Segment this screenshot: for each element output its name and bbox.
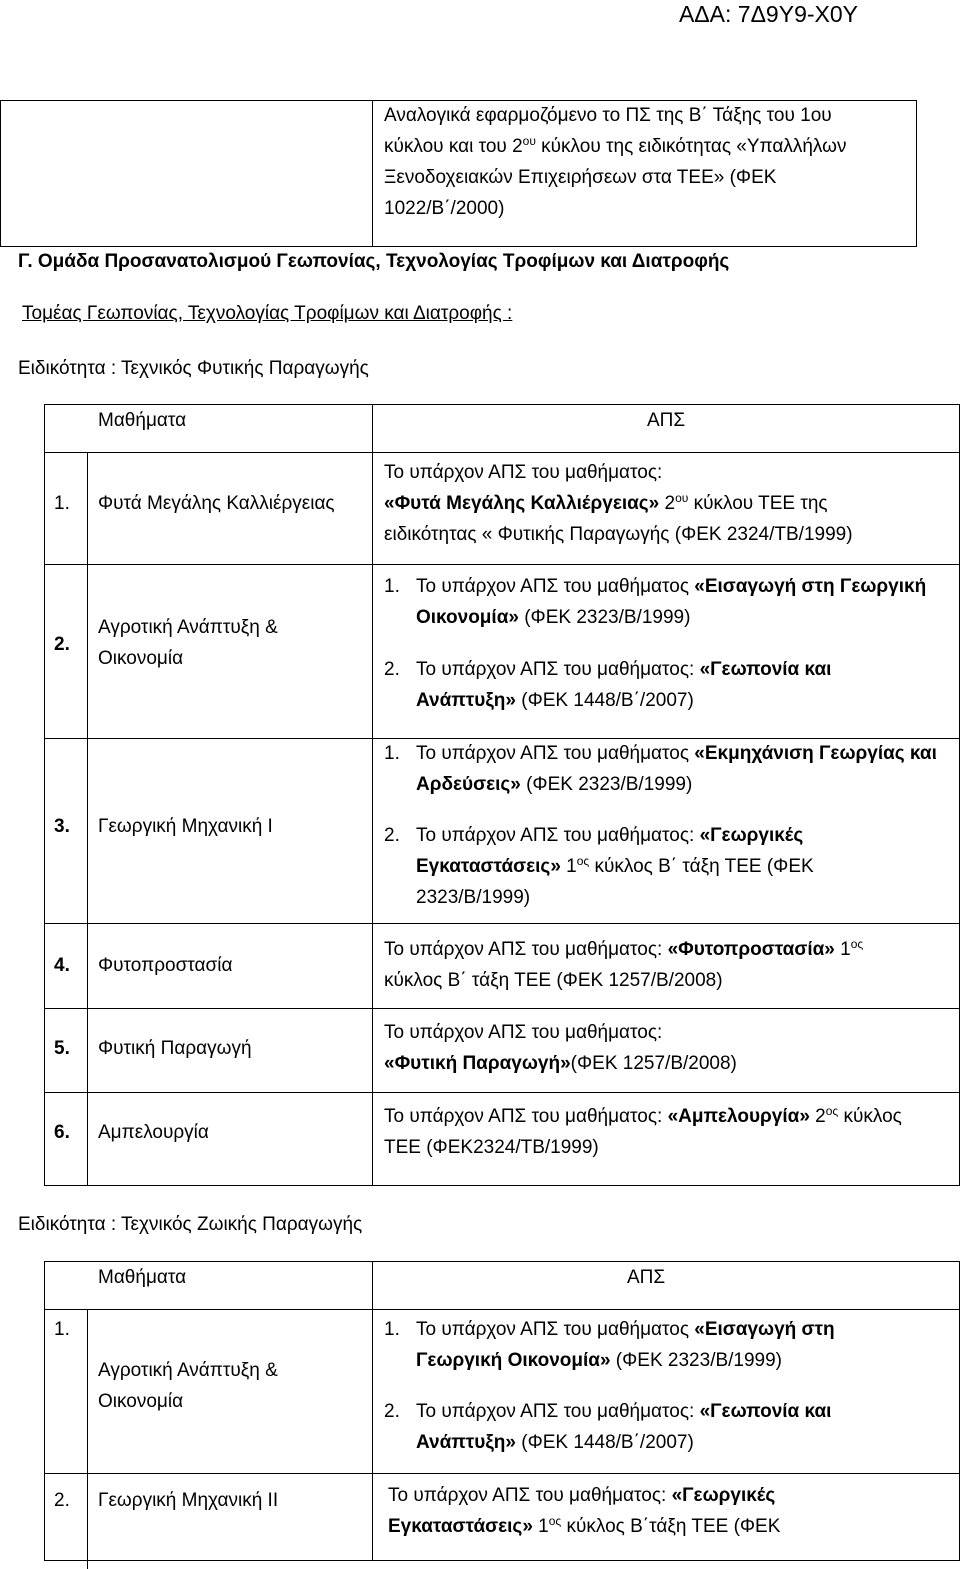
table2-header-aps: ΑΠΣ bbox=[627, 1267, 666, 1288]
row-number: 5. bbox=[54, 1038, 70, 1059]
table1-num-divider bbox=[87, 452, 88, 1186]
row-number: 1. bbox=[54, 1319, 70, 1340]
course-name: Φυτική Παραγωγή bbox=[98, 1038, 252, 1059]
top-line-4: 1022/Β΄/2000) bbox=[384, 198, 505, 219]
table1-col-divider bbox=[372, 404, 373, 1186]
top-table-text bbox=[384, 100, 846, 224]
aps-description: Το υπάρχον ΑΠΣ του μαθήματος: «Φυτά Μεγάλης Καλλιέργειας» $2^{o\upsilon}$ κύκλου ΤΕΕ της ειδικότητας « Φυτικής Παραγωγής (ΦΕΚ 2324/ΤΒ/1999) bbox=[384, 462, 853, 545]
table2-header-courses: Μαθήματα bbox=[98, 1267, 187, 1288]
course-name: Αγροτική Ανάπτυξη & Οικονομία bbox=[98, 1360, 278, 1412]
top-table-divider bbox=[372, 100, 373, 247]
course-name: Φυτά Μεγάλης Καλλιέργειας bbox=[98, 493, 335, 514]
row-number: 6. bbox=[54, 1122, 70, 1143]
specialty-heading-animal: Ειδικότητα : Τεχνικός Ζωικής Παραγωγής bbox=[18, 1214, 363, 1235]
aps-description: 1. Το υπάρχον ΑΠΣ του μαθήματος «Εισαγωγή στη Γεωργική Οικονομία» (ΦΕΚ 2323/Β/1999) 2. Το υπάρχον ΑΠΣ του μαθήματος: «Γεωπονία και Ανάπτυξη» (ΦΕΚ 1448/Β΄/2007) bbox=[384, 576, 927, 711]
table2-num-divider bbox=[87, 1309, 88, 1569]
course-name: Φυτοπροστασία bbox=[98, 955, 233, 976]
table2-row-line bbox=[44, 1309, 960, 1310]
table1-header-courses: Μαθήματα bbox=[98, 410, 187, 431]
aps-description: Το υπάρχον ΑΠΣ του μαθήματος: «Φυτοπροστασία» $1^{o\varsigma}$ κύκλος Β΄ τάξη ΤΕΕ (ΦΕΚ 1257/Β/2008) bbox=[384, 937, 864, 991]
specialty-heading-plant: Ειδικότητα : Τεχνικός Φυτικής Παραγωγής bbox=[18, 358, 369, 379]
aps-description: Το υπάρχον ΑΠΣ του μαθήματος: «Γεωργικές Εγκαταστάσεις» $1^{o\varsigma}$ κύκλος Β΄τάξη ΤΕΕ (ΦΕΚ bbox=[388, 1485, 781, 1537]
table1-row-line bbox=[44, 452, 960, 453]
row-number: 4. bbox=[54, 955, 70, 976]
aps-description: Το υπάρχον ΑΠΣ του μαθήματος: «Φυτική Παραγωγή»(ΦΕΚ 1257/Β/2008) bbox=[384, 1022, 737, 1074]
row-number: 3. bbox=[54, 816, 70, 837]
top-line-1: Αναλογικά εφαρμοζόμενο το ΠΣ της Β΄ Τάξης του 1ου bbox=[384, 105, 832, 126]
course-name: Αμπελουργία bbox=[98, 1122, 209, 1143]
course-name: Αγροτική Ανάπτυξη & Οικονομία bbox=[98, 617, 278, 669]
aps-description: Το υπάρχον ΑΠΣ του μαθήματος: «Αμπελουργία» $2^{o\varsigma}$ κύκλος ΤΕΕ (ΦΕΚ2324/ΤΒ/1999) bbox=[384, 1104, 902, 1158]
aps-description: 1. Το υπάρχον ΑΠΣ του μαθήματος «Εισαγωγή στη Γεωργική Οικονομία» (ΦΕΚ 2323/Β/1999) 2. Το υπάρχον ΑΠΣ του μαθήματος: «Γεωπονία και Ανάπτυξη» (ΦΕΚ 1448/Β΄/2007) bbox=[384, 1319, 835, 1453]
table1-header-aps: ΑΠΣ bbox=[647, 410, 686, 431]
ada-code: ΑΔΑ: 7Δ9Υ9-Χ0Υ bbox=[678, 1, 858, 27]
table1-row-line bbox=[44, 1008, 960, 1009]
row-number: 1. bbox=[54, 493, 70, 514]
aps-description: 1. Το υπάρχον ΑΠΣ του μαθήματος «Εκμηχάνιση Γεωργίας και Αρδεύσεις» (ΦΕΚ 2323/Β/1999) 2. Το υπάρχον ΑΠΣ του μαθήματος: «Γεωργικές Εγκαταστάσεις» $1^{o\varsigma}$ κύκλος Β΄ τάξη ΤΕΕ (ΦΕΚ 2323/Β/1999) bbox=[384, 743, 937, 908]
course-name: Γεωργική Μηχανική ΙΙ bbox=[98, 1490, 279, 1511]
sector-heading: Τομέας Γεωπονίας, Τεχνολογίας Τροφίμων και Διατροφής : bbox=[22, 303, 513, 324]
table2-row-line bbox=[44, 1473, 960, 1474]
top-line-2: κύκλου και του $2^{o\upsilon}$ κύκλου της ειδικότητας «Υπαλλήλων bbox=[384, 134, 847, 157]
table2-col-divider bbox=[372, 1261, 373, 1561]
row-number: 2. bbox=[54, 1490, 70, 1511]
table1-row-line bbox=[44, 923, 960, 924]
section-heading: Γ. Ομάδα Προσανατολισμού Γεωπονίας, Τεχνολογίας Τροφίμων και Διατροφής bbox=[18, 251, 730, 272]
table1-row-line bbox=[44, 1092, 960, 1093]
row-number: 2. bbox=[54, 634, 70, 655]
top-line-3: Ξενοδοχειακών Επιχειρήσεων στα ΤΕΕ» (ΦΕΚ bbox=[384, 167, 777, 188]
table1-row-line bbox=[44, 564, 960, 565]
course-name: Γεωργική Μηχανική Ι bbox=[98, 816, 273, 837]
